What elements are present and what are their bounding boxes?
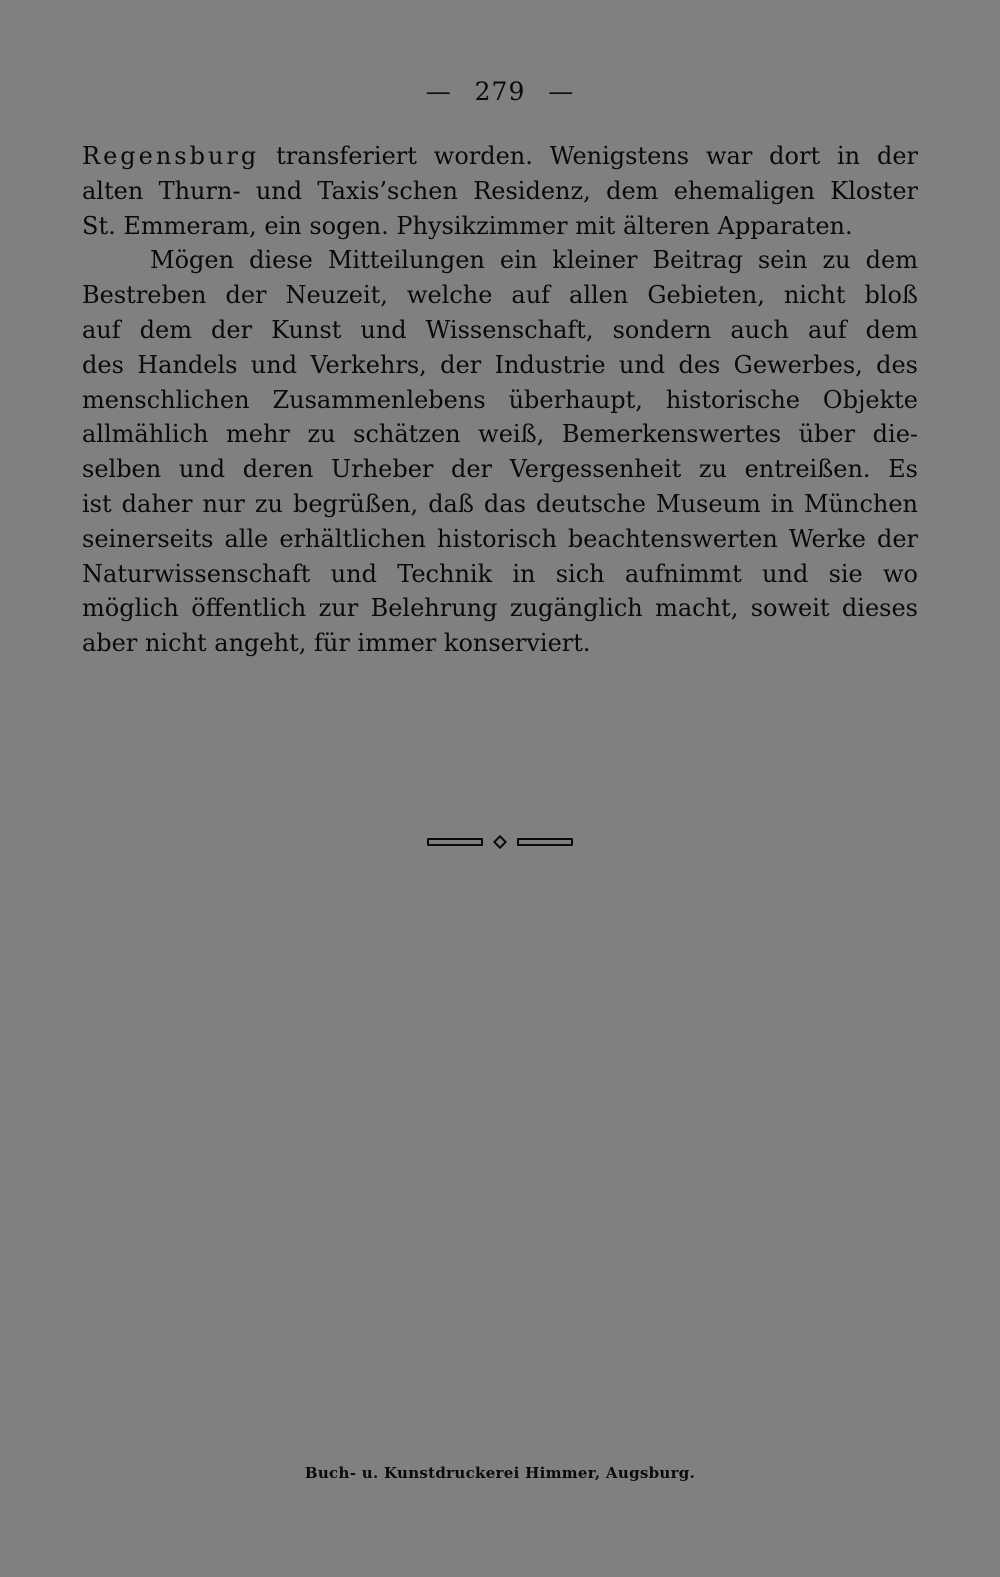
page-number-header <box>0 76 1000 108</box>
header-dash-right: — <box>548 77 575 106</box>
text-line-5: Bestreben der Neuzeit, welche auf allen Gebieten, nicht bloß <box>82 281 918 310</box>
text-line-10: selben und deren Urheber der Vergessenheit zu entreißen. Es <box>82 455 918 484</box>
printer-imprint: Buch- u. Kunstdruckerei Himmer, Augsburg. <box>304 1464 696 1482</box>
text-line-3: St. Emmeram, ein sogen. Physikzimmer mit älteren Apparaten. <box>82 211 853 240</box>
page-number: 279 <box>474 77 526 106</box>
text-line-4: Mögen diese Mitteilungen ein kleiner Beitrag sein zu dem <box>150 246 918 275</box>
text-line-1 <box>82 139 918 174</box>
text-line-2: alten Thurn- und Taxis’schen Residenz, dem ehemaligen Kloster <box>82 176 918 205</box>
text-line-9: allmählich mehr zu schätzen weiß, Bemerkenswertes über die- <box>82 420 918 449</box>
section-end-ornament <box>0 832 1000 852</box>
text-line-7: des Handels und Verkehrs, der Industrie und des Gewerbes, des <box>82 350 918 379</box>
text-line-1-rest: transferiert worden. Wenigstens war dort in der <box>259 142 918 170</box>
text-line-6: auf dem der Kunst und Wissenschaft, sondern auch auf dem <box>82 315 918 344</box>
ornament-diamond-icon <box>493 835 507 849</box>
text-line-11: ist daher nur zu begrüßen, daß das deutsche Museum in München <box>82 489 918 518</box>
text-line-14: möglich öffentlich zur Belehrung zugänglich macht, soweit dieses <box>82 594 918 623</box>
text-line-15: aber nicht angeht, für immer konserviert. <box>82 629 591 658</box>
text-line-13: Naturwissenschaft und Technik in sich aufnimmt und sie wo <box>82 559 918 588</box>
header-dash-left: — <box>425 77 452 106</box>
text-line-12: seinerseits alle erhältlichen historisch beachtenswerten Werke der <box>82 524 918 553</box>
ornament-bar-right <box>517 838 573 846</box>
ornament-bar-left <box>427 838 483 846</box>
body-text <box>82 139 918 661</box>
spaced-word-regensburg: Regensburg <box>82 142 260 170</box>
text-line-8: menschlichen Zusammenlebens überhaupt, historische Objekte <box>82 385 918 414</box>
